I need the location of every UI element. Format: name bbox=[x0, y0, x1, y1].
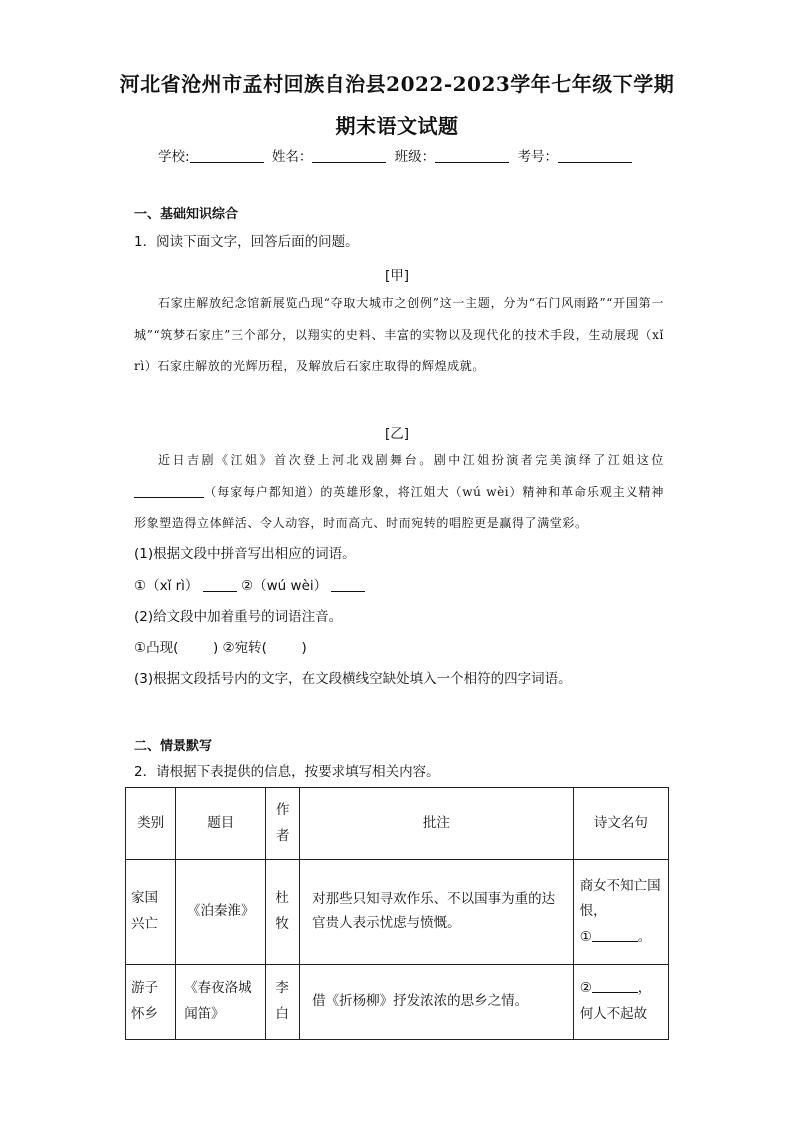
exam-title-line2: 期末语文试题 bbox=[335, 114, 459, 138]
passage-jia-label: [甲] bbox=[384, 268, 410, 284]
sub2-item2-close: ) bbox=[301, 640, 307, 656]
header-category: 类别 bbox=[126, 788, 176, 860]
passage-yi bbox=[134, 445, 664, 540]
table-header-row bbox=[126, 788, 669, 860]
school-field[interactable] bbox=[190, 148, 264, 163]
idiom-blank[interactable] bbox=[134, 484, 204, 498]
header-verse: 诗文名句 bbox=[573, 788, 668, 860]
section2-heading: 二、情景默写 bbox=[134, 739, 213, 754]
exam-number-field[interactable] bbox=[558, 148, 632, 163]
row1-note: 对那些只知寻欢作乐、不以国事为重的达官贵人表示忧虑与愤慨。 bbox=[300, 860, 574, 965]
class-field[interactable] bbox=[435, 148, 509, 163]
passage-yi-text-b: （每家每户都知道）的英雄形象，将江姐大（wú wèi）精神和革命乐观主义精神形象塑造得立体鲜活、令人动容，时而高亢、时而宛转的唱腔更是赢得了满堂彩。 bbox=[134, 484, 664, 530]
row2-verse-blank[interactable] bbox=[592, 980, 638, 993]
header-title: 题目 bbox=[176, 788, 266, 860]
sub-question-3: (3)根据文段括号内的文字，在文段横线空缺处填入一个相符的四字词语。 bbox=[134, 671, 572, 687]
table-row bbox=[126, 965, 669, 1040]
row1-verse bbox=[573, 860, 668, 965]
row2-title: 《春夜洛城闻笛》 bbox=[176, 965, 266, 1040]
poem-table bbox=[125, 787, 669, 1040]
row1-author: 杜牧 bbox=[266, 860, 300, 965]
passage-jia bbox=[134, 288, 664, 383]
sub1-item1-blank[interactable] bbox=[203, 578, 237, 592]
name-label: 姓名： bbox=[271, 149, 313, 165]
row1-verse-marker: ① bbox=[579, 928, 592, 945]
row1-verse-end: 。 bbox=[637, 928, 652, 945]
section1-heading: 一、基础知识综合 bbox=[134, 207, 239, 222]
row1-verse-text: 商女不知亡国恨， bbox=[579, 877, 661, 920]
row1-title: 《泊秦淮》 bbox=[176, 860, 266, 965]
row2-verse-comma: ， bbox=[637, 980, 652, 997]
row2-note: 借《折杨柳》抒发浓浓的思乡之情。 bbox=[300, 965, 574, 1040]
exam-number-label: 考号： bbox=[517, 149, 558, 165]
class-label: 班级： bbox=[394, 149, 436, 165]
sub2-item1-close: ) bbox=[212, 640, 219, 656]
sub1-item2-label: ②（wú wèi） bbox=[241, 578, 328, 594]
sub2-item1-label: ①凸现( bbox=[134, 640, 179, 656]
header-author: 作者 bbox=[266, 788, 300, 860]
sub-question-1: (1)根据文段中拼音写出相应的词语。 bbox=[134, 546, 356, 562]
row2-verse bbox=[573, 965, 668, 1040]
header-note: 批注 bbox=[300, 788, 574, 860]
student-info-line bbox=[0, 145, 794, 165]
sub-question-2: (2)给文段中加着重号的词语注音。 bbox=[134, 609, 343, 625]
name-field[interactable] bbox=[312, 148, 386, 163]
sub1-item2-blank[interactable] bbox=[331, 578, 365, 592]
question1-prompt: 1．阅读下面文字，回答后面的问题。 bbox=[134, 234, 359, 250]
table-row bbox=[126, 860, 669, 965]
question2-prompt: 2．请根据下表提供的信息，按要求填写相关内容。 bbox=[134, 764, 440, 780]
row1-category: 家国兴亡 bbox=[126, 860, 176, 965]
row2-verse-text: 何人不起故 bbox=[579, 1006, 648, 1022]
sub2-item2-label: ②宛转( bbox=[222, 640, 267, 656]
sub-question-2-items bbox=[134, 640, 307, 658]
sub-question-1-items bbox=[134, 578, 365, 596]
passage-jia-text: 石家庄解放纪念馆新展览凸现“夺取大城市之创例”这一主题，分为“石门风雨路”“开国第一城”“筑梦石家庄”三个部分，以翔实的史料、丰富的实物以及现代化的技术手段，生动展现（xǐ rì）石家庄解放的光辉历程，及解放后石家庄取得的辉煌成就。 bbox=[134, 296, 664, 373]
row1-verse-blank[interactable] bbox=[592, 929, 638, 942]
passage-yi-text-a: 近日吉剧《江姐》首次登上河北戏剧舞台。剧中江姐扮演者完美演绎了江姐这位 bbox=[158, 453, 664, 467]
row2-verse-marker: ② bbox=[579, 980, 592, 997]
row2-author: 李白 bbox=[266, 965, 300, 1040]
passage-yi-label: [乙] bbox=[384, 426, 410, 442]
school-label: 学校: bbox=[158, 149, 190, 165]
exam-title-line1: 河北省沧州市孟村回族自治县2022-2023学年七年级下学期 bbox=[119, 72, 675, 96]
sub1-item1-label: ①（xǐ rì） bbox=[134, 578, 199, 594]
row2-category: 游子怀乡 bbox=[126, 965, 176, 1040]
